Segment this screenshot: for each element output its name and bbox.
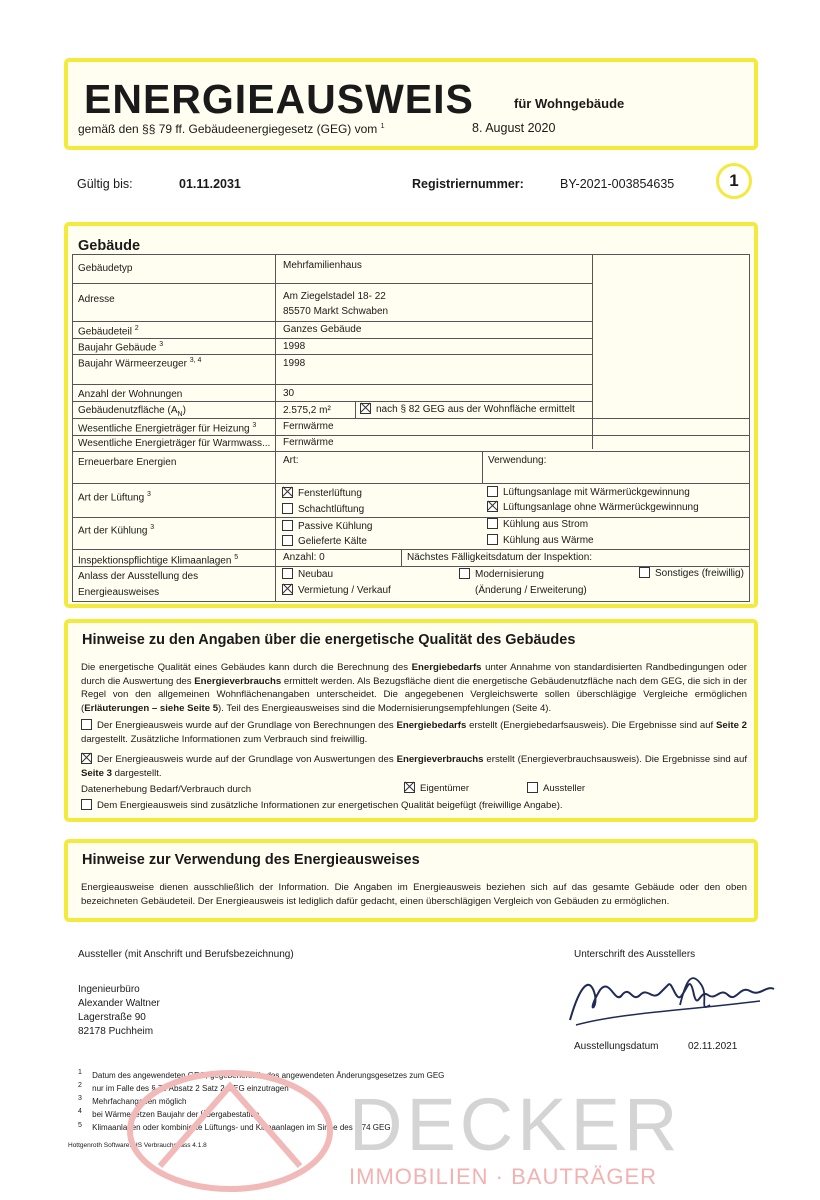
ac-count: Anzahl: 0 [283, 552, 325, 563]
footnote-text: nur im Falle des § 79 Absatz 2 Satz 2 GEG einzutragen [92, 1083, 289, 1093]
ac-label-wrap [78, 554, 238, 566]
notes-c2-b: Energieverbrauchs [396, 754, 484, 765]
occasion-label1: Anlass der Ausstellung des [78, 571, 199, 582]
cooling-label: Art der Kühlung [78, 525, 148, 537]
issuer-line4: 82178 Puchheim [78, 1026, 154, 1037]
occ-opt4-checkbox[interactable] [282, 584, 293, 595]
vent-opt3-label: Schachtlüftung [298, 504, 365, 516]
address-label: Adresse [78, 294, 115, 305]
renewable-label: Erneuerbare Energien [78, 457, 177, 468]
ventilation-label: Art der Lüftung [78, 492, 145, 504]
vent-opt2-label: Lüftungsanlage mit Wärmerückgewinnung [503, 487, 690, 499]
notes-c2-a: Der Energieausweis wurde auf der Grundlage von Auswertungen des [97, 754, 397, 765]
notes-p1-a: Die energetische Qualität eines Gebäudes kann durch die Berechnung des [81, 662, 412, 673]
owner-label: Eigentümer [420, 783, 470, 795]
notes-p1-e: ermittelt werden. Als Bezugsfläche dient die energetische Gebäudenutzfläche nach dem GEG, die sich in der Regel von den allgemeinen Wohnflächenangaben unterscheidet. Die angegebenen Vergleichswerte sollen überschlägige Vergleiche ermöglichen ( [81, 675, 747, 714]
notes-check2 [81, 753, 747, 780]
occasion-label2: Energieausweises [78, 587, 160, 598]
notes-check1 [81, 719, 747, 746]
occ-opt1-checkbox[interactable] [282, 568, 293, 579]
type-value: Mehrfamilienhaus [283, 260, 362, 271]
footnote-num: 1 [78, 1069, 82, 1076]
cooling-footnote: 3 [150, 524, 155, 531]
law-date: 8. August 2020 [472, 121, 556, 135]
issuer-checkbox[interactable] [527, 782, 538, 793]
cool-opt1-label: Passive Kühlung [298, 521, 373, 533]
footnote-text: bei Wärmenetzen Baujahr der Übergabestation [92, 1110, 260, 1120]
warmwater-label: Wesentliche Energieträger für Warmwass... [78, 438, 271, 449]
notes-c1-d: Seite 2 [715, 720, 747, 731]
usage-section-title: Hinweise zur Verwendung des Energieausweises [82, 852, 420, 868]
cool-opt2-label: Kühlung aus Strom [503, 519, 589, 531]
year-heater-label-wrap [78, 357, 201, 369]
cool-opt4[interactable] [487, 535, 594, 546]
footnote-text: Datum des angewendeten GEG, gegebenenfalls des angewendeten Änderungsgesetzes zum GEG [92, 1070, 445, 1080]
cool-opt1-checkbox[interactable] [282, 520, 293, 531]
law-footnote: 1 [380, 123, 385, 130]
issuer-opt-label: Aussteller [543, 783, 586, 795]
cool-opt3[interactable] [282, 536, 367, 547]
notes-p1-c: unter Annahme von standardisierten Randbedingungen oder durch die Auswertung des [81, 662, 747, 687]
year-building-footnote: 3 [159, 341, 164, 348]
notes-c1-a: Der Energieausweis wurde auf der Grundlage von Berechnungen des [97, 720, 397, 731]
issue-date: 02.11.2021 [688, 1041, 738, 1052]
usage-section [64, 839, 758, 922]
part-value: Ganzes Gebäude [283, 324, 362, 335]
notes-c2-c: erstellt (Energieverbrauchsausweis). Die Ergebnisse sind auf [483, 754, 747, 765]
issuer-line1: Ingenieurbüro [78, 984, 140, 995]
apartments-value: 30 [283, 388, 295, 399]
area-label: Gebäudenutzfläche (A [78, 405, 178, 416]
year-heater-footnote: 3, 4 [189, 357, 202, 364]
renewable-use: Verwendung: [488, 455, 547, 466]
data-opt-issuer[interactable] [527, 783, 585, 794]
occ-opt2-checkbox[interactable] [459, 568, 470, 579]
extra-info-label: Dem Energieausweis sind zusätzliche Informationen zur energetischen Qualität beigefügt (freiwillige Angabe). [97, 800, 563, 812]
occ-opt4[interactable] [282, 585, 391, 596]
document-title: ENERGIEAUSWEIS [84, 76, 474, 122]
notes-c1-b: Energiebedarfs [396, 720, 467, 731]
extra-info[interactable] [81, 800, 563, 811]
notes-paragraph [81, 661, 747, 715]
issuer-line3: Lagerstraße 90 [78, 1012, 146, 1023]
area-note-checkbox[interactable] [360, 403, 371, 414]
renewable-art: Art: [283, 455, 299, 466]
occ-opt1-label: Neubau [298, 569, 334, 581]
header-box [64, 58, 758, 150]
signature-image [560, 965, 780, 1035]
year-heater-label: Baujahr Wärmeerzeuger [78, 358, 187, 370]
demand-checkbox[interactable] [81, 719, 92, 730]
ac-label: Inspektionspflichtige Klimaanlagen [78, 555, 232, 567]
vent-opt4-label: Lüftungsanlage ohne Wärmerückgewinnung [503, 502, 699, 514]
vent-opt2-checkbox[interactable] [487, 486, 498, 497]
notes-c1-e: dargestellt. Zusätzliche Informationen zum Verbrauch sind freiwillig. [81, 733, 368, 745]
owner-checkbox[interactable] [404, 782, 415, 793]
issuer-line2: Alexander Waltner [78, 998, 160, 1009]
heating-footnote: 3 [252, 422, 257, 429]
area-note: nach § 82 GEG aus der Wohnfläche ermittelt [376, 404, 575, 416]
notes-c2-e: dargestellt. [111, 767, 162, 779]
vent-opt4[interactable] [487, 502, 699, 513]
watermark-brand: DECKER [349, 1083, 682, 1166]
extra-info-checkbox[interactable] [81, 799, 92, 810]
vent-opt2[interactable] [487, 487, 690, 498]
footnote-num: 3 [78, 1095, 82, 1103]
valid-date: 01.11.2031 [179, 177, 241, 191]
year-heater-value: 1998 [283, 358, 306, 369]
issue-date-label: Ausstellungsdatum [574, 1041, 659, 1052]
cool-opt4-checkbox[interactable] [487, 534, 498, 545]
heating-label: Wesentliche Energieträger für Heizung [78, 423, 250, 435]
part-footnote: 2 [134, 325, 139, 332]
consumption-checkbox[interactable] [81, 753, 92, 764]
ac-next: Nächstes Fälligkeitsdatum der Inspektion: [407, 552, 593, 563]
cooling-label-wrap [78, 524, 154, 536]
document-subtitle: für Wohngebäude [514, 96, 625, 111]
occ-opt1[interactable] [282, 569, 333, 580]
year-building-label-wrap [78, 341, 163, 353]
vent-opt3-checkbox[interactable] [282, 503, 293, 514]
law-text: gemäß den §§ 79 ff. Gebäudeenergiegesetz (GEG) vom [78, 122, 378, 136]
data-opt-owner[interactable] [404, 783, 469, 794]
cool-opt2-checkbox[interactable] [487, 518, 498, 529]
occ-opt2b: (Änderung / Erweiterung) [475, 585, 587, 596]
ventilation-label-wrap [78, 491, 151, 503]
footnote-text: Mehrfachangaben möglich [92, 1096, 187, 1106]
issuer-label: Aussteller (mit Anschrift und Berufsbezeichnung) [78, 949, 294, 960]
part-label-wrap [78, 325, 139, 337]
occ-opt3-label: Sonstiges (freiwillig) [655, 568, 744, 580]
notes-p1-d: Energieverbrauchs [194, 675, 282, 687]
year-building-label: Baujahr Gebäude [78, 342, 157, 354]
occ-opt3-checkbox[interactable] [639, 567, 650, 578]
cool-opt1[interactable] [282, 521, 373, 532]
software-note: Hottgenroth Software: HS Verbrauchspass 4.1.8 [68, 1142, 207, 1149]
cool-opt2[interactable] [487, 519, 588, 530]
vent-opt1[interactable] [282, 488, 362, 499]
year-building-value: 1998 [283, 341, 306, 352]
area-note-wrap [360, 404, 575, 415]
vent-opt3[interactable] [282, 504, 364, 515]
warmwater-value: Fernwärme [283, 437, 334, 448]
address-line2: 85570 Markt Schwaben [283, 306, 389, 317]
occ-opt2-label: Modernisierung [475, 569, 544, 581]
page-number-badge [716, 163, 752, 199]
area-label-wrap [78, 405, 186, 418]
address-line1: Am Ziegelstadel 18- 22 [283, 291, 386, 302]
cool-opt3-label: Gelieferte Kälte [298, 536, 367, 548]
footnote-text: Klimaanlagen oder kombinierte Lüftungs- und Klimaanlagen im Sinne des § 74 GEG [92, 1123, 391, 1133]
page-number: 1 [729, 171, 739, 190]
ac-footnote: 5 [234, 554, 239, 561]
footnote-num: 4 [78, 1108, 82, 1116]
notes-section [64, 619, 758, 822]
heating-label-wrap [78, 422, 256, 434]
occ-opt4-label: Vermietung / Verkauf [298, 585, 391, 597]
notes-p1-f: Erläuterungen – siehe Seite 5 [84, 702, 219, 714]
notes-p1-b: Energiebedarfs [411, 662, 482, 673]
law-reference [78, 122, 385, 136]
notes-c1-c: erstellt (Energiebedarfsausweis). Die Ergebnisse sind auf [466, 720, 716, 731]
type-label: Gebäudetyp [78, 263, 133, 274]
area-label-end: ) [182, 405, 186, 416]
watermark-logo-icon [120, 1056, 350, 1196]
vent-opt4-checkbox[interactable] [487, 501, 498, 512]
occ-opt3[interactable] [639, 568, 744, 579]
vent-opt1-label: Fensterlüftung [298, 488, 362, 500]
watermark-tagline: IMMOBILIEN · BAUTRÄGER [349, 1164, 658, 1189]
data-collection-label: Datenerhebung Bedarf/Verbrauch durch [81, 784, 252, 795]
signature-label: Unterschrift des Ausstellers [574, 949, 696, 960]
heating-value: Fernwärme [283, 421, 334, 432]
valid-label: Gültig bis: [77, 177, 133, 191]
usage-text: Energieausweise dienen ausschließlich der Information. Die Angaben im Energieausweis beziehen sich auf das gesamte Gebäude oder den oben bezeichneten Gebäudeteil. Der Energieausweis ist lediglich dafür gedacht, einen überschlägigen Vergleich von Gebäuden zu ermöglichen. [81, 882, 747, 907]
building-section-title: Gebäude [78, 238, 141, 254]
ventilation-footnote: 3 [146, 491, 151, 498]
notes-p1-g: ). Teil des Energieausweises sind die Modernisierungsempfehlungen (Seite 4). [218, 702, 552, 714]
registration-number: BY-2021-003854635 [560, 177, 675, 191]
occ-opt2[interactable] [459, 569, 544, 580]
registration-label: Registriernummer: [412, 177, 524, 191]
footnote-num: 2 [78, 1082, 82, 1090]
footnote-num: 5 [78, 1121, 82, 1129]
apartments-label: Anzahl der Wohnungen [78, 389, 183, 400]
cool-opt4-label: Kühlung aus Wärme [503, 535, 594, 547]
vent-opt1-checkbox[interactable] [282, 487, 293, 498]
area-label-sub: N [177, 411, 183, 418]
area-value: 2.575,2 m² [283, 405, 331, 416]
cool-opt3-checkbox[interactable] [282, 535, 293, 546]
notes-c2-d: Seite 3 [81, 767, 112, 779]
notes-section-title: Hinweise zu den Angaben über die energetische Qualität des Gebäudes [82, 632, 576, 648]
part-label: Gebäudeteil [78, 326, 132, 338]
